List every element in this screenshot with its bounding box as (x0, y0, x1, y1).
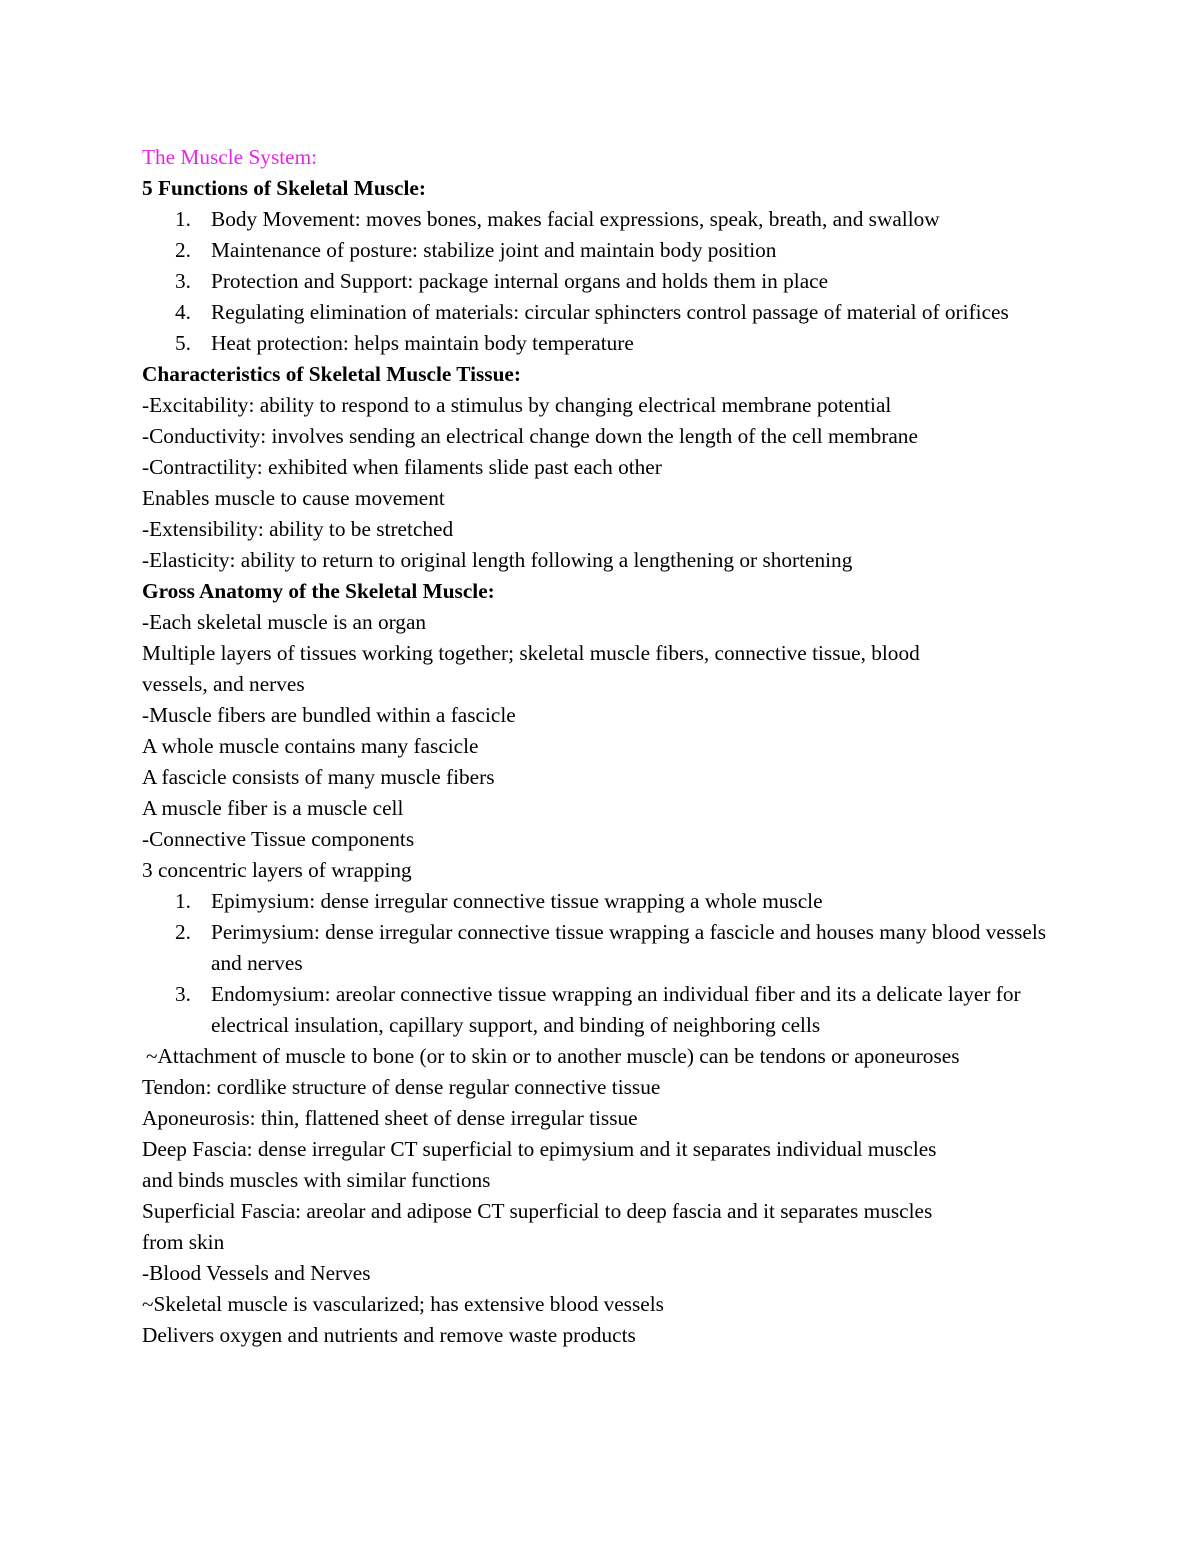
list-text: Heat protection: helps maintain body temperature (211, 331, 634, 355)
paragraph-line: Multiple layers of tissues working together; skeletal muscle fibers, connective tissue, blood (142, 641, 920, 665)
paragraph-line: -Conductivity: involves sending an electrical change down the length of the cell membrane (142, 424, 918, 448)
paragraph-line: Enables muscle to cause movement (142, 486, 445, 510)
paragraph-line: from skin (142, 1230, 225, 1254)
paragraph-line: -Muscle fibers are bundled within a fascicle (142, 703, 516, 727)
paragraph-line: Aponeurosis: thin, flattened sheet of dense irregular tissue (142, 1106, 638, 1130)
paragraph-line: Deep Fascia: dense irregular CT superficial to epimysium and it separates individual muscles (142, 1137, 937, 1161)
list-number: 3. (175, 269, 191, 293)
paragraph-line: Delivers oxygen and nutrients and remove waste products (142, 1323, 636, 1347)
paragraph-line: ~Skeletal muscle is vascularized; has extensive blood vessels (142, 1292, 664, 1316)
paragraph-line: -Blood Vessels and Nerves (142, 1261, 371, 1285)
paragraph-line: Tendon: cordlike structure of dense regular connective tissue (142, 1075, 661, 1099)
list-item (142, 917, 1062, 979)
list-text: Endomysium: areolar connective tissue wrapping an individual fiber and its a delicate layer for electrical insulation, capillary support, and binding of neighboring cells (211, 982, 1021, 1037)
paragraph-line: Superficial Fascia: areolar and adipose CT superficial to deep fascia and it separates muscles (142, 1199, 933, 1223)
paragraph-line: and binds muscles with similar functions (142, 1168, 491, 1192)
gross-anatomy-heading: Gross Anatomy of the Skeletal Muscle: (142, 579, 495, 603)
paragraph-line: -Contractility: exhibited when filaments slide past each other (142, 455, 662, 479)
list-number: 1. (175, 889, 191, 913)
list-item (142, 266, 1062, 297)
list-item (142, 297, 1062, 328)
list-number: 5. (175, 331, 191, 355)
layers-list (142, 886, 1062, 1041)
list-text: Epimysium: dense irregular connective tissue wrapping a whole muscle (211, 889, 823, 913)
list-number: 3. (175, 982, 191, 1006)
list-number: 4. (175, 300, 191, 324)
paragraph-line: -Elasticity: ability to return to original length following a lengthening or shortening (142, 548, 853, 572)
document-body (142, 142, 1062, 1351)
paragraph-line: ~Attachment of muscle to bone (or to skin or to another muscle) can be tendons or aponeuroses (146, 1044, 960, 1068)
list-text: Body Movement: moves bones, makes facial expressions, speak, breath, and swallow (211, 207, 940, 231)
paragraph-line: A whole muscle contains many fascicle (142, 734, 479, 758)
paragraph-line: -Excitability: ability to respond to a stimulus by changing electrical membrane potential (142, 393, 892, 417)
functions-heading: 5 Functions of Skeletal Muscle: (142, 176, 426, 200)
list-number: 2. (175, 920, 191, 944)
paragraph-line: vessels, and nerves (142, 672, 305, 696)
paragraph-line: 3 concentric layers of wrapping (142, 858, 412, 882)
list-item (142, 328, 1062, 359)
list-number: 1. (175, 207, 191, 231)
paragraph-line: A fascicle consists of many muscle fibers (142, 765, 495, 789)
characteristics-heading: Characteristics of Skeletal Muscle Tissue: (142, 362, 521, 386)
paragraph-line: -Each skeletal muscle is an organ (142, 610, 427, 634)
paragraph-line: A muscle fiber is a muscle cell (142, 796, 404, 820)
list-item (142, 979, 1062, 1041)
document-title: The Muscle System: (142, 145, 318, 169)
list-number: 2. (175, 238, 191, 262)
list-text: Maintenance of posture: stabilize joint and maintain body position (211, 238, 777, 262)
list-item (142, 204, 1062, 235)
list-item (142, 886, 1062, 917)
list-text: Regulating elimination of materials: circular sphincters control passage of material of orifices (211, 300, 1009, 324)
functions-list (142, 204, 1062, 359)
paragraph-line: -Extensibility: ability to be stretched (142, 517, 454, 541)
list-item (142, 235, 1062, 266)
paragraph-line: -Connective Tissue components (142, 827, 415, 851)
list-text: Perimysium: dense irregular connective tissue wrapping a fascicle and houses many blood vessels and nerves (211, 920, 1047, 975)
list-text: Protection and Support: package internal organs and holds them in place (211, 269, 829, 293)
